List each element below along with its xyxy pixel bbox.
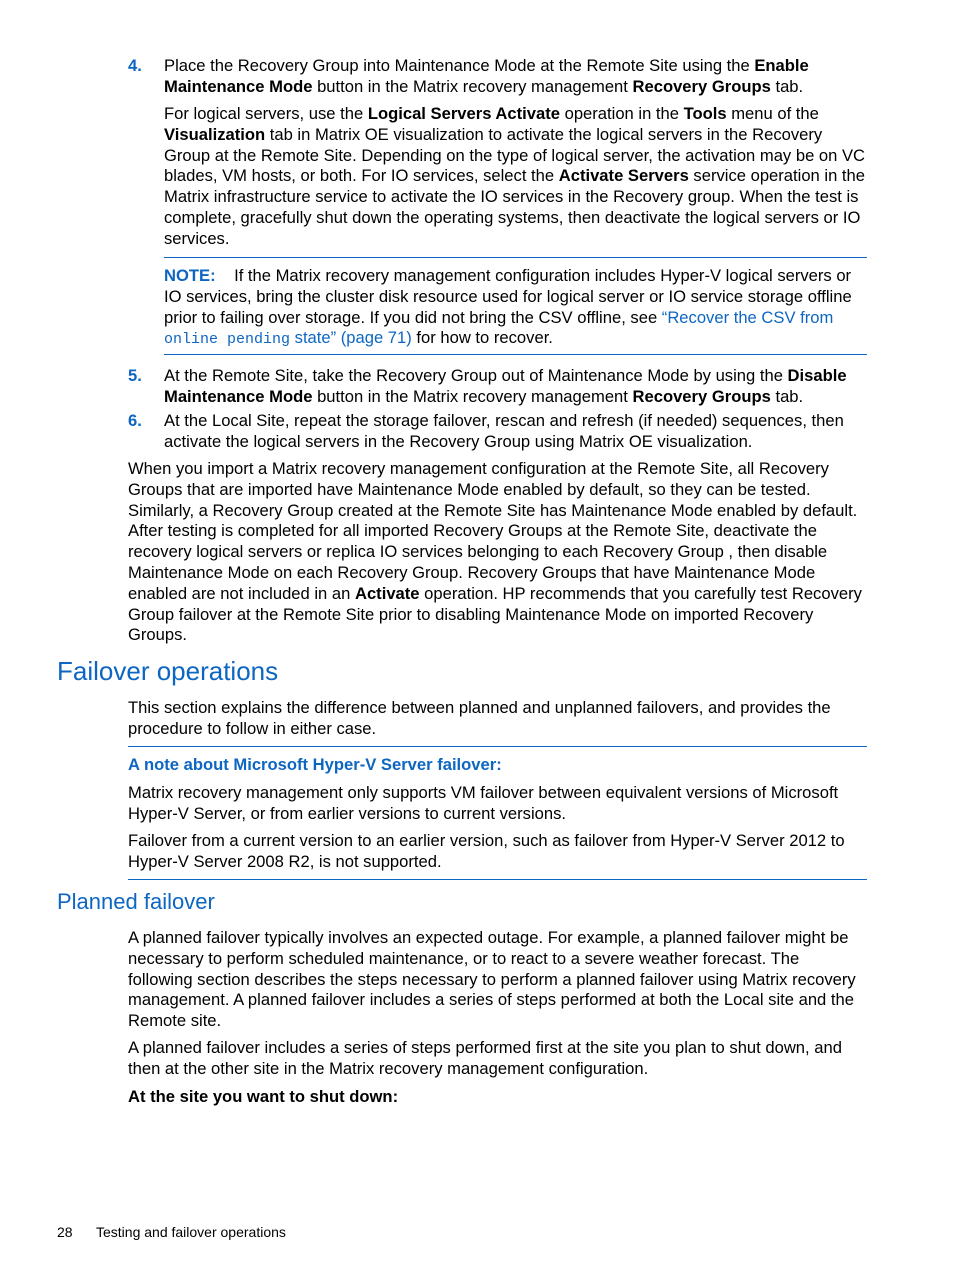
step-5-text-part: At the Remote Site, take the Recovery Group out of Maintenance Mode by using the xyxy=(164,366,788,385)
logical-servers-activate-term: Logical Servers Activate xyxy=(367,104,560,123)
visualization-term: Visualization xyxy=(164,124,266,144)
disable-maintenance-mode-term: Disable Maintenance Mode xyxy=(164,366,847,406)
planned-failover-heading: Planned failover xyxy=(57,889,215,914)
step-4-detail-part: menu of the xyxy=(726,104,819,123)
online-pending-code[interactable]: online pending xyxy=(164,331,291,349)
step-4-detail xyxy=(164,104,868,250)
step-4-detail-part: tab in Matrix OE visualization to activate the logical servers in the Recovery Group at the Remote Site. Depending on the type of logical server, the activation may be on VC blades, VM hosts, or both. For IO services, select the xyxy=(164,124,866,186)
step-4-detail-part: service operation in the Matrix infrastructure service to activate the IO services in the Recovery group. When the test is complete, gracefully shut down the operating systems, then deactivate the logical servers or IO services. xyxy=(164,166,865,248)
note-bottom-rule xyxy=(164,354,867,355)
planned-paragraph-2: A planned failover includes a series of steps performed first at the site you plan to shut down, and then at the other site in the Matrix recovery management configuration. xyxy=(128,1038,842,1078)
step-5-text-part: tab. xyxy=(770,386,804,406)
import-paragraph xyxy=(128,459,868,646)
step-number-6: 6. xyxy=(128,411,142,430)
step-4-detail-part: operation in the xyxy=(559,104,684,123)
activate-term: Activate xyxy=(354,583,420,603)
note-text xyxy=(164,266,868,351)
hyperv-paragraph-1: Matrix recovery management only supports VM failover between equivalent versions of Microsoft Hyper-V Server, or from earlier versions to current versions. xyxy=(128,783,839,823)
step-4-text xyxy=(164,56,868,98)
step-6-text: At the Local Site, repeat the storage failover, rescan and refresh (if needed) sequences, then activate the logical servers in the Recovery Group using Matrix OE visualization. xyxy=(164,411,844,451)
note-text-part: If the Matrix recovery management configuration includes Hyper-V logical servers or IO services, bring the cluster disk resource used for logical server or IO service storage offline prior to failing over storage. If you did not bring the CSV offline, see xyxy=(164,266,852,327)
shutdown-site-subheading: At the site you want to shut down: xyxy=(128,1087,399,1106)
failover-intro: This section explains the difference between planned and unplanned failovers, and provides the procedure to follow in either case. xyxy=(128,698,831,738)
import-paragraph-part: operation. HP recommends that you carefully test Recovery Group failover at the Remote Site prior to disabling Maintenance Mode on imported Recovery Groups. xyxy=(128,583,862,645)
step-4-detail-part: For logical servers, use the xyxy=(164,104,368,123)
enable-maintenance-mode-term: Enable Maintenance Mode xyxy=(164,56,809,96)
footer-chapter-title: Testing and failover operations xyxy=(96,1224,286,1240)
note-top-rule xyxy=(164,257,867,258)
step-5-text-part: button in the Matrix recovery management xyxy=(312,386,633,406)
step-4-text-part: tab. xyxy=(770,76,804,96)
note-text-part: for how to recover. xyxy=(411,328,553,348)
recover-csv-link-text[interactable]: “Recover the CSV from xyxy=(661,307,834,327)
hyperv-bottom-rule xyxy=(128,879,867,880)
recovery-groups-term: Recovery Groups xyxy=(632,386,771,406)
step-number-5: 5. xyxy=(128,366,142,385)
step-number-4: 4. xyxy=(128,56,142,75)
recover-csv-link-page[interactable]: state” (page 71) xyxy=(290,328,412,348)
import-paragraph-part: When you import a Matrix recovery management configuration at the Remote Site, all Recovery Groups that are imported have Maintenance Mode enabled by default, so they can be tested. Similarly, a Recovery Group created at the Remote Site has Maintenance Mode enabled by default. After testing is completed for all imported Recovery Groups at the Remote Site, deactivate the recovery logical servers or replica IO services belonging to each Recovery Group , then disable Maintenance Mode on each Recovery Group. Recovery Groups that have Maintenance Mode enabled are not included in an xyxy=(128,459,858,603)
note-label: NOTE: xyxy=(164,266,216,285)
tools-term: Tools xyxy=(683,104,727,123)
hyperv-paragraph-2: Failover from a current version to an earlier version, such as failover from Hyper-V Server 2012 to Hyper-V Server 2008 R2, is not supported. xyxy=(128,831,845,871)
hyperv-heading: A note about Microsoft Hyper-V Server failover: xyxy=(128,755,502,774)
step-4-text-part: button in the Matrix recovery management xyxy=(312,76,633,96)
failover-operations-heading: Failover operations xyxy=(57,656,279,686)
page-number: 28 xyxy=(57,1224,73,1240)
planned-paragraph-1: A planned failover typically involves an expected outage. For example, a planned failover might be necessary to perform scheduled maintenance, or to react to a severe weather forecast. The following section describes the steps necessary to perform a planned failover using Matrix recovery management. A planned failover includes a series of steps performed at both the Local site and the Remote site. xyxy=(128,928,856,1031)
recovery-groups-term: Recovery Groups xyxy=(632,76,771,96)
step-5-text xyxy=(164,366,868,408)
activate-servers-term: Activate Servers xyxy=(558,166,689,186)
hyperv-top-rule xyxy=(128,746,867,747)
step-4-text-part: Place the Recovery Group into Maintenance Mode at the Remote Site using the xyxy=(164,56,755,75)
